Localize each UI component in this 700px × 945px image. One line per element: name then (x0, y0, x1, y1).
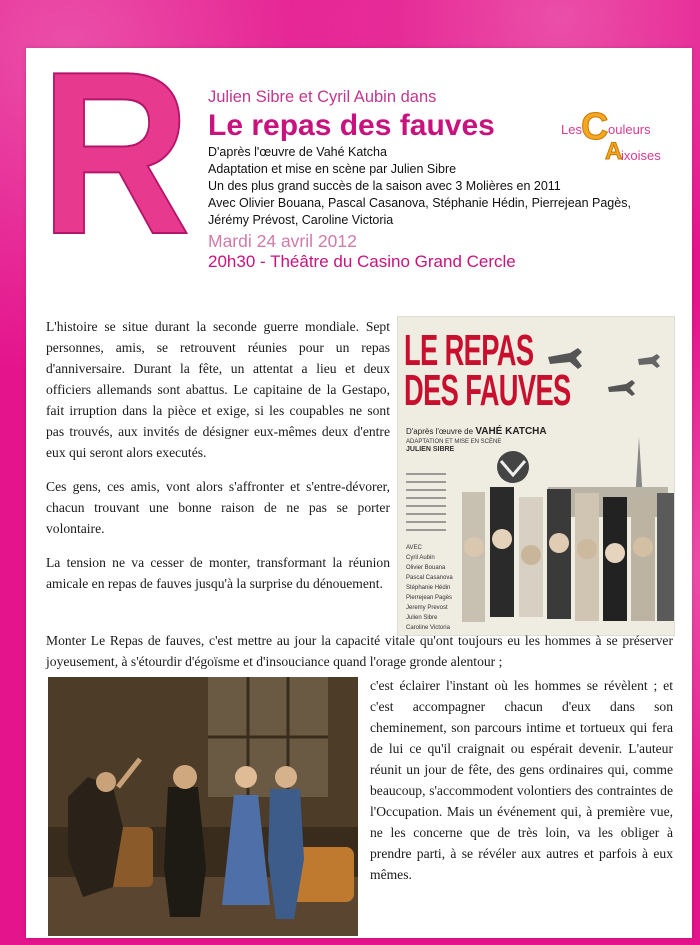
poster-small-credits (406, 467, 456, 537)
paragraph: La tension ne va cesser de monter, transformant la réunion amicale en repas de fauves jusqu'à la surprise du dénouement. (46, 555, 390, 591)
paragraph: Ces gens, ces amis, vont alors s'affronter et s'entre-dévorer, chacun trouvant une bonne raison de ne pas se porter volontaire. (46, 479, 390, 536)
poster-cast-member: Olivier Bouana (406, 565, 446, 571)
credit-line: D'après l'œuvre de Vahé Katcha (208, 145, 387, 159)
paragraph: c'est éclairer l'instant où les hommes se révèlent ; et c'est accompagner chacun d'eux dans son cheminement, son parcours intime et tortueux qui fera de lui ce qu'il craignait ou espérait devenir. L'auteur réunit un jour de fête, des gens ordinaires qui, comme beaucoup, s'accommodent volontiers des contraintes de l'Occupation. Mais un événement qui, à première vue, ne les concerne que de très loin, va les obliger à prendre parti, à se révéler aux autres et parfois à eux mêmes. (370, 678, 673, 882)
poster-cast-member: Julien Sibre (406, 615, 438, 621)
poster-cast-member: Caroline Victoria (406, 625, 450, 631)
poster-cast-member: Pierrejean Pagès (406, 595, 453, 601)
paragraph: L'histoire se situe durant la seconde guerre mondiale. Sept personnes, amis, se retrouvent réunies pour un repas d'anniversaire. Durant la fête, un attentat a lieu et deux officiers allemands sont abattus. Le capitaine de la Gestapo, fait irruption dans la pièce et exige, si les coupables ne sont pas trouvés, aux invités de désigner eux-mêmes deux d'entre eux qui seront alors executés. (46, 319, 390, 460)
logo-text: ouleurs (608, 122, 651, 137)
poster-from-label: D'après l'œuvre de (406, 427, 474, 436)
poster-director (406, 439, 501, 453)
credit-line: Jérémy Prévost, Caroline Victoria (208, 213, 394, 227)
logo-letter-c: C (581, 106, 609, 148)
poster-title-line: LE REPAS (404, 326, 534, 375)
stage-photo-scene (48, 677, 358, 936)
poster-cast-member: Stéphanie Hédin (406, 585, 451, 591)
logo-text: Les (561, 122, 582, 137)
poster-title-line: DES FAUVES (404, 366, 571, 415)
credit-line: Un des plus grand succès de la saison avec 3 Molières en 2011 (208, 179, 561, 193)
les-couleurs-aixoises-logo (561, 108, 681, 178)
poster-author-name: VAHÉ KATCHA (475, 426, 547, 437)
poster-cast-label: AVEC (406, 545, 422, 551)
poster-cast-list (406, 543, 453, 633)
story-column (46, 316, 390, 607)
presenters-line: Julien Sibre et Cyril Aubin dans (208, 88, 437, 106)
decorative-letter-r: R (40, 24, 191, 283)
poster-title (404, 326, 571, 415)
paragraph: Monter Le Repas de fauves, c'est mettre au jour la capacité vitale qu'ont toujours eu les hommes à se préserver joyeusement, à s'étourdir d'égoïsme et d'insouciance quand l'orage gronde alentour ; (46, 633, 673, 669)
magazine-page (26, 24, 692, 938)
stage-photo (48, 677, 358, 936)
poster-adaptation-label: ADAPTATION ET MISE EN SCÈNE (406, 439, 502, 445)
logo-letter-a: A (605, 138, 623, 165)
logo-text: ixoises (621, 148, 661, 163)
poster-cast-member: Jeremy Prevost (406, 605, 448, 611)
play-title: Le repas des fauves (208, 109, 495, 142)
credit-line: Adaptation et mise en scène par Julien Sibre (208, 162, 457, 176)
poster-cast-member: Cyril Aubin (406, 555, 435, 561)
poster-cast-member: Pascal Casanova (406, 575, 453, 581)
poster-director-name: JULIEN SIBRE (406, 446, 455, 453)
event-date: Mardi 24 avril 2012 (208, 231, 357, 251)
credit-line: Avec Olivier Bouana, Pascal Casanova, Stéphanie Hédin, Pierrejean Pagès, (208, 196, 631, 210)
play-poster (397, 316, 675, 636)
poster-author (406, 426, 547, 437)
event-venue: 20h30 - Théâtre du Casino Grand Cercle (208, 252, 516, 271)
